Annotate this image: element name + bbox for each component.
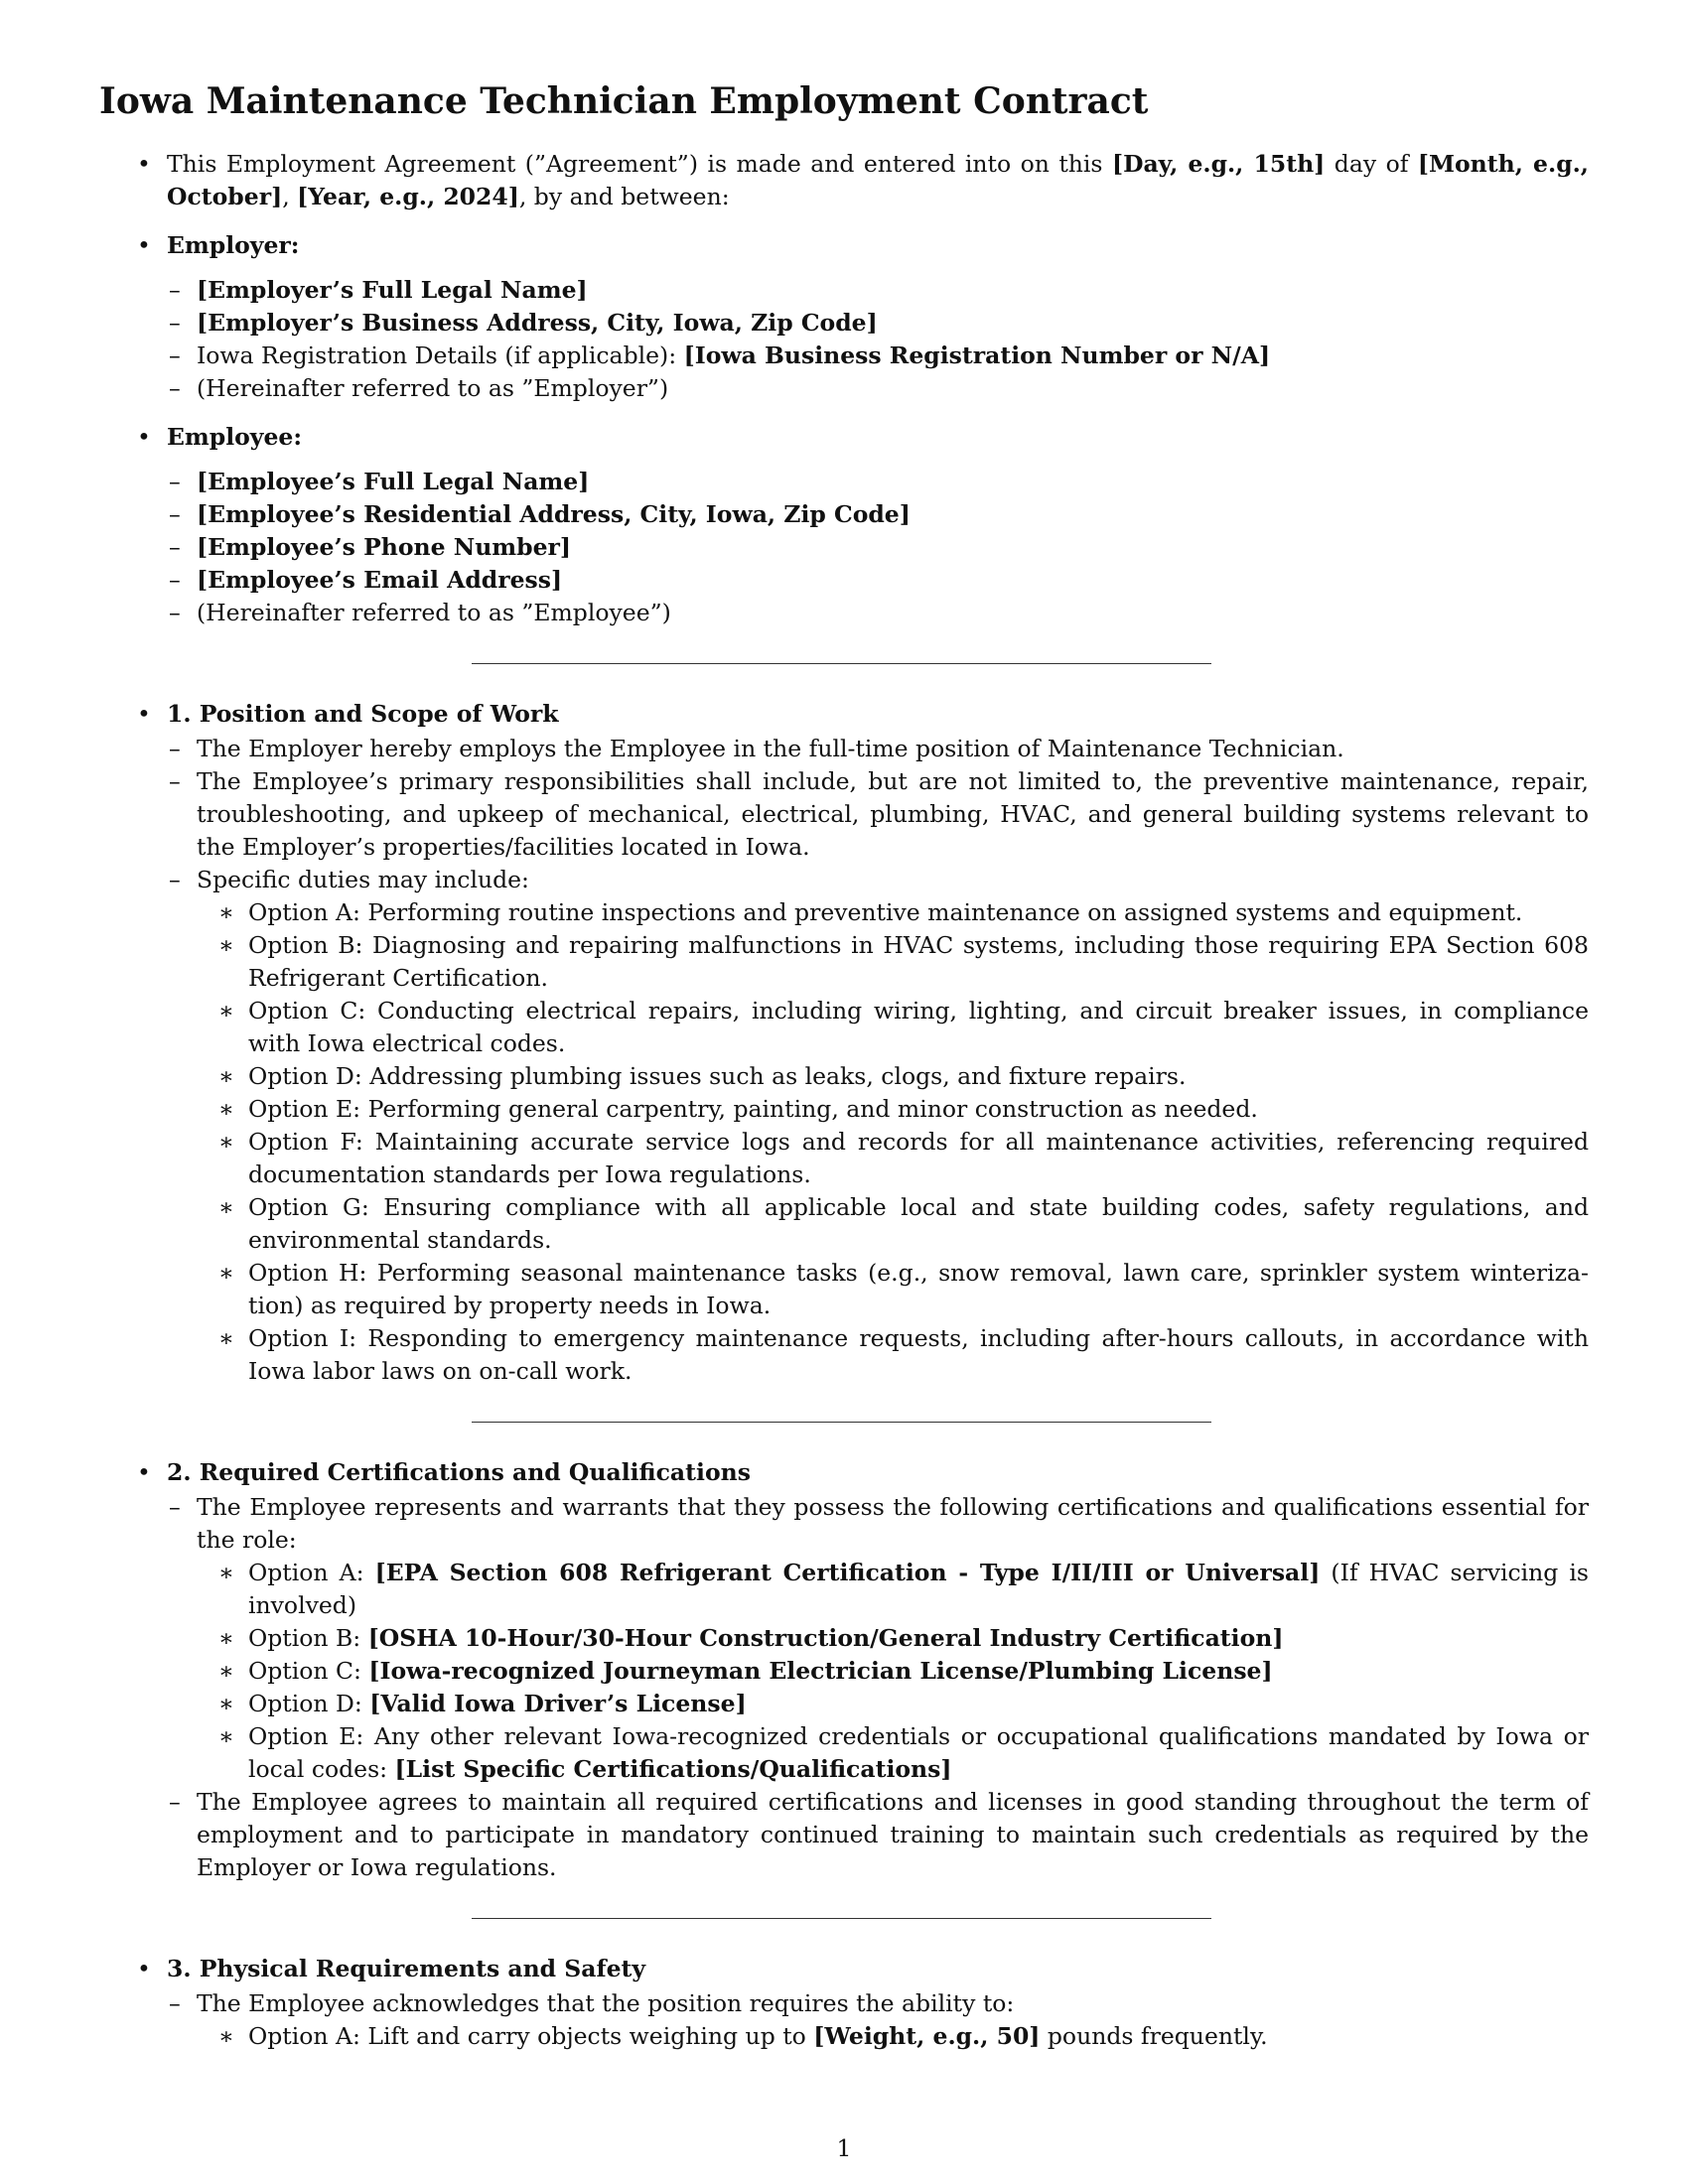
page-number: 1	[836, 2134, 852, 2162]
section-2-item	[99, 1456, 1589, 1884]
section-1-heading: 1. Position and Scope of Work	[167, 700, 559, 728]
employer-name: [Employer’s Full Legal Name]	[197, 276, 588, 304]
section-1	[99, 698, 1589, 1388]
employee-referred: (Hereinafter referred to as ”Employee”)	[197, 599, 671, 626]
year-placeholder: [Year, e.g., 2024]	[297, 183, 519, 210]
section-1-p2: – The Employee’s primary responsibilities shall include, but are not limited to, the preventive maintenance, repair, troubleshooting, and upkeep of mechanical, electrical, plumbing, HVAC, and general building systems relevant to the Employer’s properties/facilities located in Iowa.	[167, 765, 1589, 864]
cert-placeholder: [OSHA 10-Hour/30-Hour Construction/General Industry Certification]	[367, 1624, 1284, 1652]
employer-registration-label: Iowa Registration Details (if applicable):	[197, 341, 684, 369]
intro-paragraph	[99, 148, 1589, 213]
cert-option-label: Option E: Any other relevant Iowa-recognized credentials or occupational qualifications mandated by Iowa or local codes:	[248, 1722, 1589, 1783]
section-divider	[472, 663, 1211, 664]
section-3	[99, 1953, 1589, 2053]
duty-option: ∗ Option F: Maintaining accurate service logs and records for all maintenance activities, referencing required documentation standards per Iowa regulations.	[197, 1126, 1589, 1191]
employer-referred: (Hereinafter referred to as ”Employer”)	[197, 374, 669, 402]
certifications-list	[197, 1557, 1589, 1786]
cert-placeholder: [List Specific Certifications/Qualifications]	[394, 1755, 952, 1783]
duty-option: ∗ Option H: Performing seasonal maintenance tasks (e.g., snow removal, lawn care, sprinkler system winterization) as required by property needs in Iowa.	[197, 1257, 1589, 1322]
day-placeholder: [Day, e.g., 15th]	[1111, 150, 1326, 178]
cert-placeholder: [Valid Iowa Driver’s License]	[369, 1690, 747, 1717]
cert-option-label: Option D:	[248, 1690, 370, 1717]
intro-text: This Employment Agreement (”Agreement”) is made and entered into on this	[167, 150, 1112, 178]
intro-text: , by and between:	[518, 183, 730, 210]
weight-placeholder: [Weight, e.g., 50]	[813, 2022, 1041, 2050]
duty-option: ∗ Option A: Performing routine inspections and preventive maintenance on assigned systems and equipment.	[197, 896, 1589, 929]
employee-phone: [Employee’s Phone Number]	[197, 533, 572, 561]
cert-option	[197, 1655, 1589, 1688]
physical-option-text: pounds frequently.	[1040, 2022, 1268, 2050]
cert-placeholder: [Iowa-recognized Journeyman Electrician License/Plumbing License]	[368, 1657, 1273, 1685]
duties-intro: Specific duties may include:	[197, 866, 529, 893]
employer-details	[167, 274, 1589, 405]
duty-option: ∗ Option D: Addressing plumbing issues such as leaks, clogs, and fixture repairs.	[197, 1060, 1589, 1093]
section-2-p2: – The Employee agrees to maintain all required certifications and licenses in good standing throughout the term of employment and to participate in mandatory continued training to maintain such credentials as required by the Employer or Iowa regulations.	[167, 1786, 1589, 1884]
section-1-list	[167, 733, 1589, 1388]
cert-option-label: Option B:	[248, 1624, 368, 1652]
cert-option	[197, 1688, 1589, 1720]
employee-name: [Employee’s Full Legal Name]	[197, 468, 590, 495]
document-content	[99, 79, 1589, 2069]
section-1-item	[99, 698, 1589, 1388]
duty-option: ∗ Option I: Responding to emergency maintenance requests, including after-hours callouts, in accordance with Iowa labor laws on on-call work.	[197, 1322, 1589, 1388]
duty-option: ∗ Option C: Conducting electrical repairs, including wiring, lighting, and circuit breaker issues, in compliance with Iowa electrical codes.	[197, 995, 1589, 1060]
physical-option	[197, 2020, 1589, 2053]
cert-option	[197, 1720, 1589, 1786]
section-2-p1	[167, 1491, 1589, 1786]
cert-placeholder: [EPA Section 608 Refrigerant Certification - Type I/II/III or Universal]	[374, 1559, 1321, 1586]
section-3-list	[167, 1987, 1589, 2053]
section-1-p3	[167, 864, 1589, 1388]
physical-list	[197, 2020, 1589, 2053]
employee-block	[99, 421, 1589, 629]
duty-option: ∗ Option G: Ensuring compliance with all applicable local and state building codes, safety regulations, and environmental standards.	[197, 1191, 1589, 1257]
cert-note: (If HVAC servicing is involved)	[248, 1559, 1589, 1619]
employee-heading: Employee:	[167, 423, 303, 451]
cert-option-label: Option C:	[248, 1657, 369, 1685]
section-2	[99, 1456, 1589, 1884]
cert-option	[197, 1557, 1589, 1622]
employer-block	[99, 229, 1589, 405]
duty-option: ∗ Option B: Diagnosing and repairing malfunctions in HVAC systems, including those requiring EPA Section 608 Refrigerant Certification.	[197, 929, 1589, 995]
employer-address: [Employer’s Business Address, City, Iowa, Zip Code]	[197, 309, 878, 337]
physical-option-text: Option A: Lift and carry objects weighing up to	[248, 2022, 814, 2050]
section-divider	[472, 1918, 1211, 1919]
employee-details	[167, 466, 1589, 629]
document-title: Iowa Maintenance Technician Employment Contract	[99, 80, 1149, 122]
employee-email: [Employee’s Email Address]	[197, 566, 563, 594]
section-2-heading: 2. Required Certifications and Qualifications	[167, 1458, 751, 1486]
month-placeholder: [Month, e.g., October]	[167, 150, 1589, 210]
intro-text: day of	[1325, 150, 1418, 178]
intro-text: ,	[282, 183, 298, 210]
employer-registration-value: [Iowa Business Registration Number or N/A]	[683, 341, 1271, 369]
section-3-heading: 3. Physical Requirements and Safety	[167, 1955, 646, 1982]
section-1-p1: – The Employer hereby employs the Employee in the full-time position of Maintenance Technician.	[167, 733, 1589, 765]
physical-intro: The Employee acknowledges that the position requires the ability to:	[197, 1989, 1015, 2017]
section-divider	[472, 1422, 1211, 1423]
section-3-p1	[167, 1987, 1589, 2053]
cert-option	[197, 1622, 1589, 1655]
duty-option: ∗ Option E: Performing general carpentry, painting, and minor construction as needed.	[197, 1093, 1589, 1126]
certifications-intro: The Employee represents and warrants that they possess the following certifications and qualifications essential for the role:	[197, 1493, 1589, 1554]
employee-address: [Employee’s Residential Address, City, Iowa, Zip Code]	[197, 500, 911, 528]
cert-option-label: Option A:	[248, 1559, 375, 1586]
section-2-list	[167, 1491, 1589, 1884]
duties-list	[197, 896, 1589, 1388]
employer-heading: Employer:	[167, 231, 300, 259]
contract-list	[99, 148, 1589, 629]
section-3-item	[99, 1953, 1589, 2053]
